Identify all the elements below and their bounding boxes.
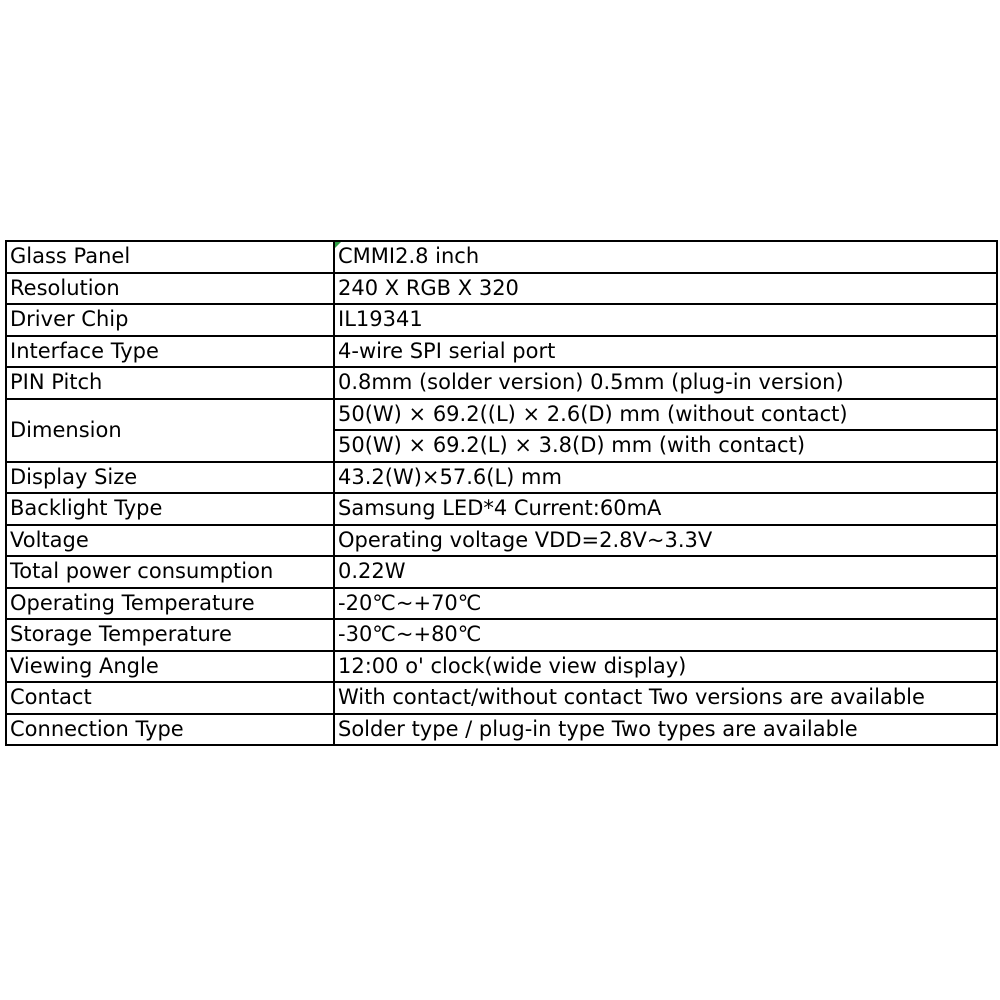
table-row xyxy=(6,588,997,620)
row-value: IL19341 xyxy=(334,304,997,336)
table-row xyxy=(6,273,997,305)
row-label: Interface Type xyxy=(6,336,334,368)
row-value: Solder type / plug-in type Two types are available xyxy=(334,714,997,746)
row-value: With contact/without contact Two versions are available xyxy=(334,682,997,714)
row-value: 4-wire SPI serial port xyxy=(334,336,997,368)
row-label: Connection Type xyxy=(6,714,334,746)
row-label: Storage Temperature xyxy=(6,619,334,651)
table-row xyxy=(6,462,997,494)
row-value: 12:00 o' clock(wide view display) xyxy=(334,651,997,683)
row-label: Voltage xyxy=(6,525,334,557)
row-label: PIN Pitch xyxy=(6,367,334,399)
cell-comment-marker xyxy=(335,242,341,248)
row-label: Backlight Type xyxy=(6,493,334,525)
table-row xyxy=(6,241,997,273)
row-value: 50(W) × 69.2(L) × 3.8(D) mm (with contact) xyxy=(334,430,997,462)
row-value: -30℃~+80℃ xyxy=(334,619,997,651)
row-value xyxy=(334,241,997,273)
row-label: Driver Chip xyxy=(6,304,334,336)
row-label: Total power consumption xyxy=(6,556,334,588)
table-row xyxy=(6,399,997,431)
table-row xyxy=(6,304,997,336)
row-label: Viewing Angle xyxy=(6,651,334,683)
table-row xyxy=(6,714,997,746)
table-row xyxy=(6,493,997,525)
row-label: Glass Panel xyxy=(6,241,334,273)
table-row xyxy=(6,651,997,683)
row-value: Operating voltage VDD=2.8V~3.3V xyxy=(334,525,997,557)
row-value: 240 X RGB X 320 xyxy=(334,273,997,305)
row-label: Dimension xyxy=(6,399,334,462)
row-value-text: CMMI2.8 inch xyxy=(338,244,480,269)
table-row xyxy=(6,367,997,399)
spec-table xyxy=(5,240,998,746)
table-row xyxy=(6,336,997,368)
row-label: Display Size xyxy=(6,462,334,494)
row-value: 43.2(W)×57.6(L) mm xyxy=(334,462,997,494)
row-label: Contact xyxy=(6,682,334,714)
table-row xyxy=(6,682,997,714)
row-value: Samsung LED*4 Current:60mA xyxy=(334,493,997,525)
table-row xyxy=(6,619,997,651)
row-label: Resolution xyxy=(6,273,334,305)
row-value: -20℃~+70℃ xyxy=(334,588,997,620)
row-value: 50(W) × 69.2((L) × 2.6(D) mm (without contact) xyxy=(334,399,997,431)
table-row xyxy=(6,556,997,588)
table-row xyxy=(6,525,997,557)
row-label: Operating Temperature xyxy=(6,588,334,620)
row-value: 0.22W xyxy=(334,556,997,588)
row-value: 0.8mm (solder version) 0.5mm (plug-in version) xyxy=(334,367,997,399)
